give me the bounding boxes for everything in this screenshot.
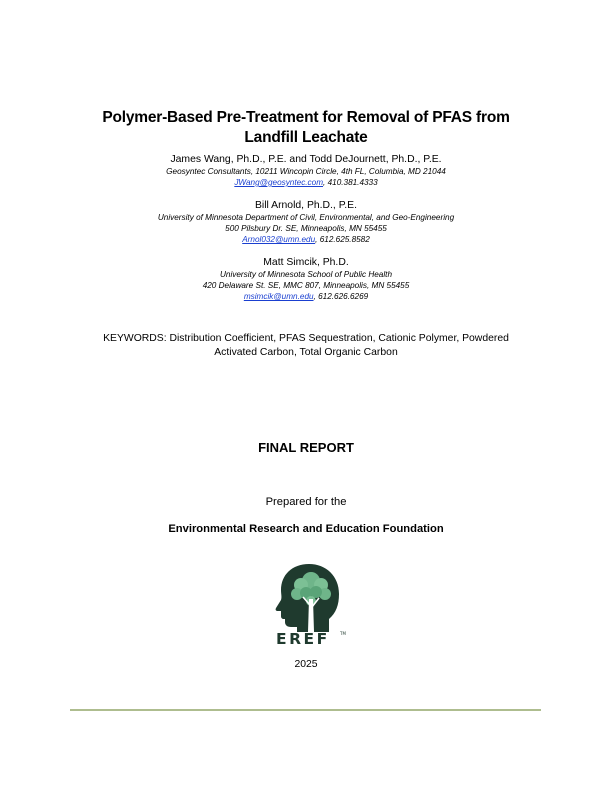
author-contact: [0, 177, 612, 188]
prepared-for-label: Prepared for the: [265, 496, 347, 508]
svg-text:EREF: EREF: [276, 630, 330, 645]
author-block-1: [0, 153, 612, 188]
author-name: James Wang, Ph.D., P.E. and Todd DeJournett, Ph.D., P.E.: [170, 154, 442, 165]
keywords: KEYWORDS: Distribution Coefficient, PFAS Sequestration, Cationic Polymer, Powdered Activated Carbon, Total Organic Carbon: [103, 333, 509, 358]
title-line-2: Landfill Leachate: [244, 129, 368, 146]
eref-logo: [273, 561, 347, 645]
footer-divider: [70, 709, 541, 711]
author-contact: [0, 291, 612, 302]
author-affiliation: University of Minnesota Department of Civil, Environmental, and Geo-Engineering: [157, 213, 455, 222]
author-email-link[interactable]: msimcik@umn.edu: [243, 292, 314, 301]
author-contact: [0, 234, 612, 245]
author-block-2: [0, 199, 612, 245]
author-email-link[interactable]: Arnol032@umn.edu: [242, 235, 316, 244]
author-address: 500 Pilsbury Dr. SE, Minneapolis, MN 55455: [225, 224, 387, 233]
head-tree-logo-icon: [273, 561, 347, 645]
author-name: Bill Arnold, Ph.D., P.E.: [254, 200, 358, 211]
report-year: 2025: [294, 659, 318, 670]
author-name: Matt Simcik, Ph.D.: [263, 257, 349, 268]
report-type-heading: FINAL REPORT: [258, 440, 354, 455]
author-affiliation: University of Minnesota School of Public Health: [219, 270, 393, 279]
organization-name: Environmental Research and Education Foundation: [168, 523, 444, 535]
author-phone: , 612.626.6269: [313, 292, 369, 301]
author-affiliation: Geosyntec Consultants, 10211 Wincopin Circle, 4th FL, Columbia, MD 21044: [166, 167, 446, 176]
author-phone: , 410.381.4333: [323, 178, 378, 187]
author-address: 420 Delaware St. SE, MMC 807, Minneapolis, MN 55455: [202, 281, 410, 290]
svg-text:TM: TM: [340, 631, 346, 636]
author-email-link[interactable]: JWang@geosyntec.com: [234, 178, 324, 187]
author-phone: , 612.625.8582: [315, 235, 370, 244]
author-block-3: [0, 256, 612, 302]
report-title: [0, 108, 612, 148]
title-line-1: Polymer-Based Pre-Treatment for Removal of PFAS from: [102, 109, 510, 126]
